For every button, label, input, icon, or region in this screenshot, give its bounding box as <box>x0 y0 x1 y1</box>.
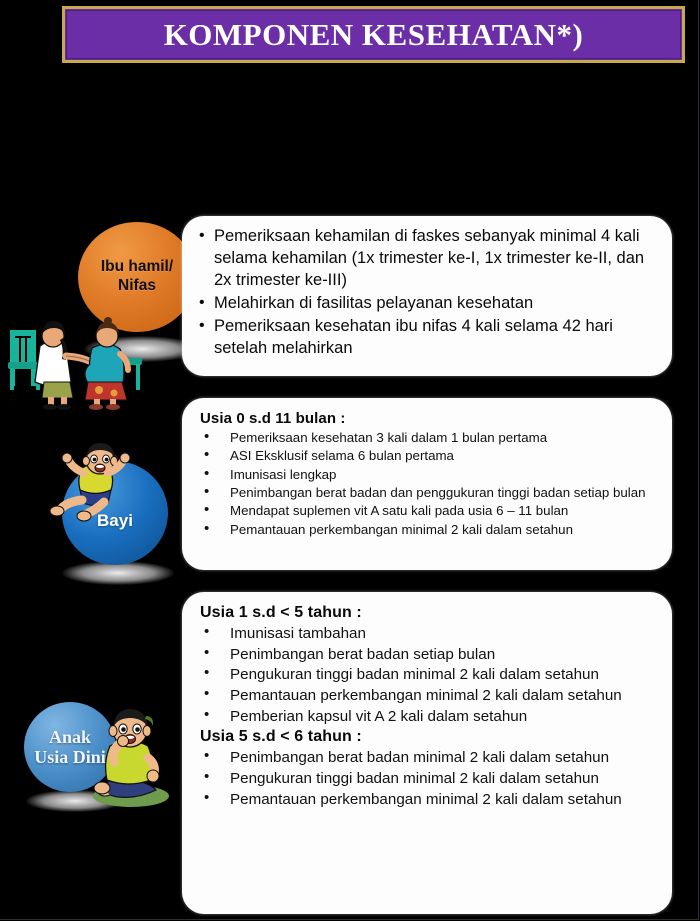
list-bayi <box>198 429 658 539</box>
page-title: KOMPONEN KESEHATAN*) <box>163 16 584 52</box>
pregnant-woman-checkup-illustration <box>4 300 154 410</box>
list-item: • Imunisasi tambahan <box>198 624 658 645</box>
heading-bayi: Usia 0 s.d 11 bulan : <box>200 410 346 427</box>
list-item: • Pengukuran tinggi badan minimal 2 kali dalam setahun <box>198 665 658 686</box>
list-item: • Mendapat suplemen vit A satu kali pada usia 6 – 11 bulan <box>198 502 658 520</box>
content-box-bayi <box>182 398 672 570</box>
list-item: • Penimbangan berat badan minimal 2 kali dalam setahun <box>198 748 658 769</box>
list-item: • Pemantauan perkembangan minimal 2 kali dalam setahun <box>198 686 658 707</box>
page-title-banner <box>62 6 685 63</box>
list-anak-1-5 <box>198 624 658 727</box>
list-item: • Pemeriksaan kesehatan 3 kali dalam 1 bulan pertama <box>198 429 658 447</box>
sphere-label-ibu-hamil <box>101 258 173 295</box>
list-item: • Pengukuran tinggi badan minimal 2 kali dalam setahun <box>198 769 658 790</box>
list-item: • Pemeriksaan kesehatan ibu nifas 4 kali selama 42 hari setelah melahirkan <box>198 316 658 360</box>
content-box-anak-usia-dini <box>182 592 672 914</box>
list-item: • Penimbangan berat badan dan penggukuran tinggi badan setiap bulan <box>198 484 658 502</box>
sphere-label-anak-line1: Anak <box>48 726 92 747</box>
list-item: • Pemeriksaan kehamilan di faskes sebanyak minimal 4 kali selama kehamilan (1x trimester ke-I, 1x trimester ke-II, dan 2x trimester ke-III) <box>198 226 658 292</box>
sphere-label-ibu-hamil-line1: Ibu hamil/ <box>100 258 174 276</box>
baby-illustration <box>44 440 148 522</box>
young-child-illustration <box>86 700 172 810</box>
sphere-label-bayi: Bayi <box>97 511 133 530</box>
heading-anak-1-5: Usia 1 s.d < 5 tahun : <box>200 604 362 621</box>
list-item: • Imunisasi lengkap <box>198 466 658 484</box>
list-anak-5-6 <box>198 748 658 810</box>
list-item: • Penimbangan berat badan setiap bulan <box>198 645 658 666</box>
sphere-label-ibu-hamil-line2: Nifas <box>118 277 156 294</box>
list-ibu-hamil <box>198 226 658 360</box>
list-item: • Pemantauan perkembangan minimal 2 kali dalam setahun <box>198 521 658 539</box>
content-box-ibu-hamil <box>182 216 672 376</box>
sphere-label-anak-line2: Usia Dini <box>34 747 106 767</box>
list-item: • Pemberian kapsul vit A 2 kali dalam setahun <box>198 707 658 728</box>
list-item: • Pemantauan perkembangan minimal 2 kali dalam setahun <box>198 790 658 811</box>
list-item: • ASI Eksklusif selama 6 bulan pertama <box>198 447 658 465</box>
heading-anak-5-6: Usia 5 s.d < 6 tahun : <box>200 728 362 746</box>
list-item: • Melahirkan di fasilitas pelayanan kesehatan <box>198 293 658 315</box>
